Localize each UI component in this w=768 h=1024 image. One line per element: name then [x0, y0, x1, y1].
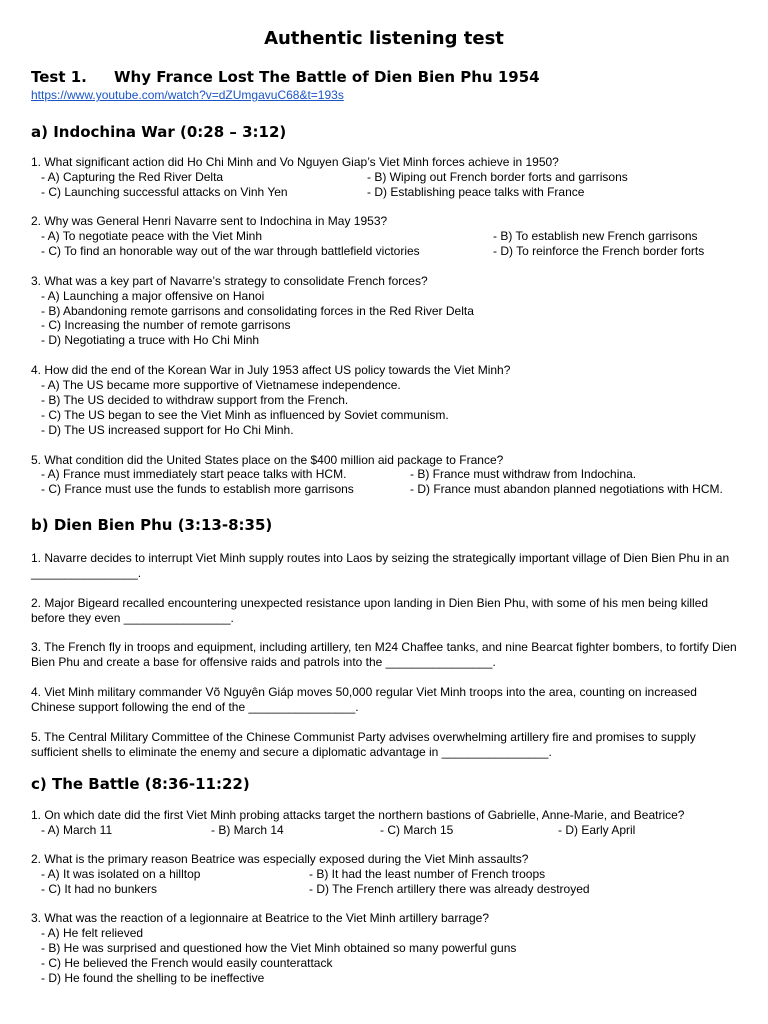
option-c1-d: - D) Early April [558, 823, 636, 837]
option-a5-d: - D) France must abandon planned negotiations with HCM. [410, 482, 723, 496]
fill-blank-b1: 1. Navarre decides to interrupt Viet Minh supply routes into Laos by seizing the strategically important village of Dien Bien Phu in an ________________. [31, 551, 730, 580]
section-b-heading: b) Dien Bien Phu (3:13-8:35) [31, 516, 273, 534]
option-a2-b: - B) To establish new French garrisons [493, 229, 698, 243]
option-a5-b: - B) France must withdraw from Indochina. [410, 467, 637, 481]
option-c2-b: - B) It had the least number of French troops [309, 867, 546, 881]
question-c1: 1. On which date did the first Viet Minh probing attacks target the northern bastions of Gabrielle, Anne-Marie, and Beatrice? [31, 808, 685, 822]
question-a4: 4. How did the end of the Korean War in July 1953 affect US policy towards the Viet Minh? [31, 363, 511, 377]
fill-blank-b2: 2. Major Bigeard recalled encountering unexpected resistance upon landing in Dien Bien Phu, with some of his men being killed before they even ________________. [31, 596, 709, 625]
question-c2: 2. What is the primary reason Beatrice was especially exposed during the Viet Minh assaults? [31, 852, 529, 866]
test-heading [31, 67, 540, 87]
option-c3-c: - C) He believed the French would easily counterattack [41, 956, 333, 970]
fill-blank-b3: 3. The French fly in troops and equipment, including artillery, ten M24 Chaffee tanks, and nine Bearcat fighter bombers, to fortify Dien Bien Phu and create a base for offensive raids and patrols into the ________________. [31, 640, 737, 669]
fill-blank-b4: 4. Viet Minh military commander Võ Nguyên Giáp moves 50,000 regular Viet Minh troops into the area, counting on increased Chinese support following the end of the ________________. [31, 685, 697, 714]
option-a2-d: - D) To reinforce the French border forts [493, 244, 705, 258]
question-a2: 2. Why was General Henri Navarre sent to Indochina in May 1953? [31, 214, 388, 228]
option-a2-c: - C) To find an honorable way out of the war through battlefield victories [41, 244, 420, 258]
option-a1-c: - C) Launching successful attacks on Vinh Yen [41, 185, 288, 199]
option-a5-a: - A) France must immediately start peace talks with HCM. [41, 467, 347, 481]
option-a1-b: - B) Wiping out French border forts and garrisons [367, 170, 628, 184]
video-link[interactable]: https://www.youtube.com/watch?v=dZUmgavuC68&t=193s [31, 88, 344, 102]
option-a3-c: - C) Increasing the number of remote garrisons [41, 318, 291, 332]
option-c2-c: - C) It had no bunkers [41, 882, 158, 896]
question-a5: 5. What condition did the United States place on the $400 million aid package to France? [31, 453, 504, 467]
option-a1-d: - D) Establishing peace talks with France [367, 185, 585, 199]
option-c3-d: - D) He found the shelling to be ineffective [41, 971, 265, 985]
option-a3-a: - A) Launching a major offensive on Hanoi [41, 289, 265, 303]
test-label: Test 1. [31, 68, 87, 86]
question-a1: 1. What significant action did Ho Chi Minh and Vo Nguyen Giap’s Viet Minh forces achieve in 1950? [31, 155, 559, 169]
option-c1-a: - A) March 11 [41, 823, 113, 837]
section-c-heading: c) The Battle (8:36-11:22) [31, 775, 250, 793]
option-c1-c: - C) March 15 [380, 823, 454, 837]
question-a3: 3. What was a key part of Navarre’s strategy to consolidate French forces? [31, 274, 428, 288]
section-a-heading: a) Indochina War (0:28 – 3:12) [31, 123, 287, 141]
option-a4-b: - B) The US decided to withdraw support from the French. [41, 393, 349, 407]
option-a2-a: - A) To negotiate peace with the Viet Minh [41, 229, 263, 243]
option-a3-d: - D) Negotiating a truce with Ho Chi Minh [41, 333, 260, 347]
option-a3-b: - B) Abandoning remote garrisons and consolidating forces in the Red River Delta [41, 304, 474, 318]
option-a4-d: - D) The US increased support for Ho Chi Minh. [41, 423, 294, 437]
option-a1-a: - A) Capturing the Red River Delta [41, 170, 224, 184]
document-title: Authentic listening test [264, 28, 504, 49]
option-a4-a: - A) The US became more supportive of Vietnamese independence. [41, 378, 401, 392]
option-c3-b: - B) He was surprised and questioned how the Viet Minh obtained so many powerful guns [41, 941, 517, 955]
fill-blank-b5: 5. The Central Military Committee of the Chinese Communist Party advises overwhelming artillery fire and promises to supply sufficient shells to eliminate the enemy and secure a diplomatic advantage in ________________. [31, 730, 696, 759]
option-c1-b: - B) March 14 [211, 823, 284, 837]
option-c2-d: - D) The French artillery there was already destroyed [309, 882, 590, 896]
option-c2-a: - A) It was isolated on a hilltop [41, 867, 201, 881]
option-a4-c: - C) The US began to see the Viet Minh as influenced by Soviet communism. [41, 408, 449, 422]
question-c3: 3. What was the reaction of a legionnaire at Beatrice to the Viet Minh artillery barrage? [31, 911, 490, 925]
option-c3-a: - A) He felt relieved [41, 926, 144, 940]
test-title: Why France Lost The Battle of Dien Bien Phu 1954 [114, 68, 540, 86]
option-a5-c: - C) France must use the funds to establish more garrisons [41, 482, 354, 496]
